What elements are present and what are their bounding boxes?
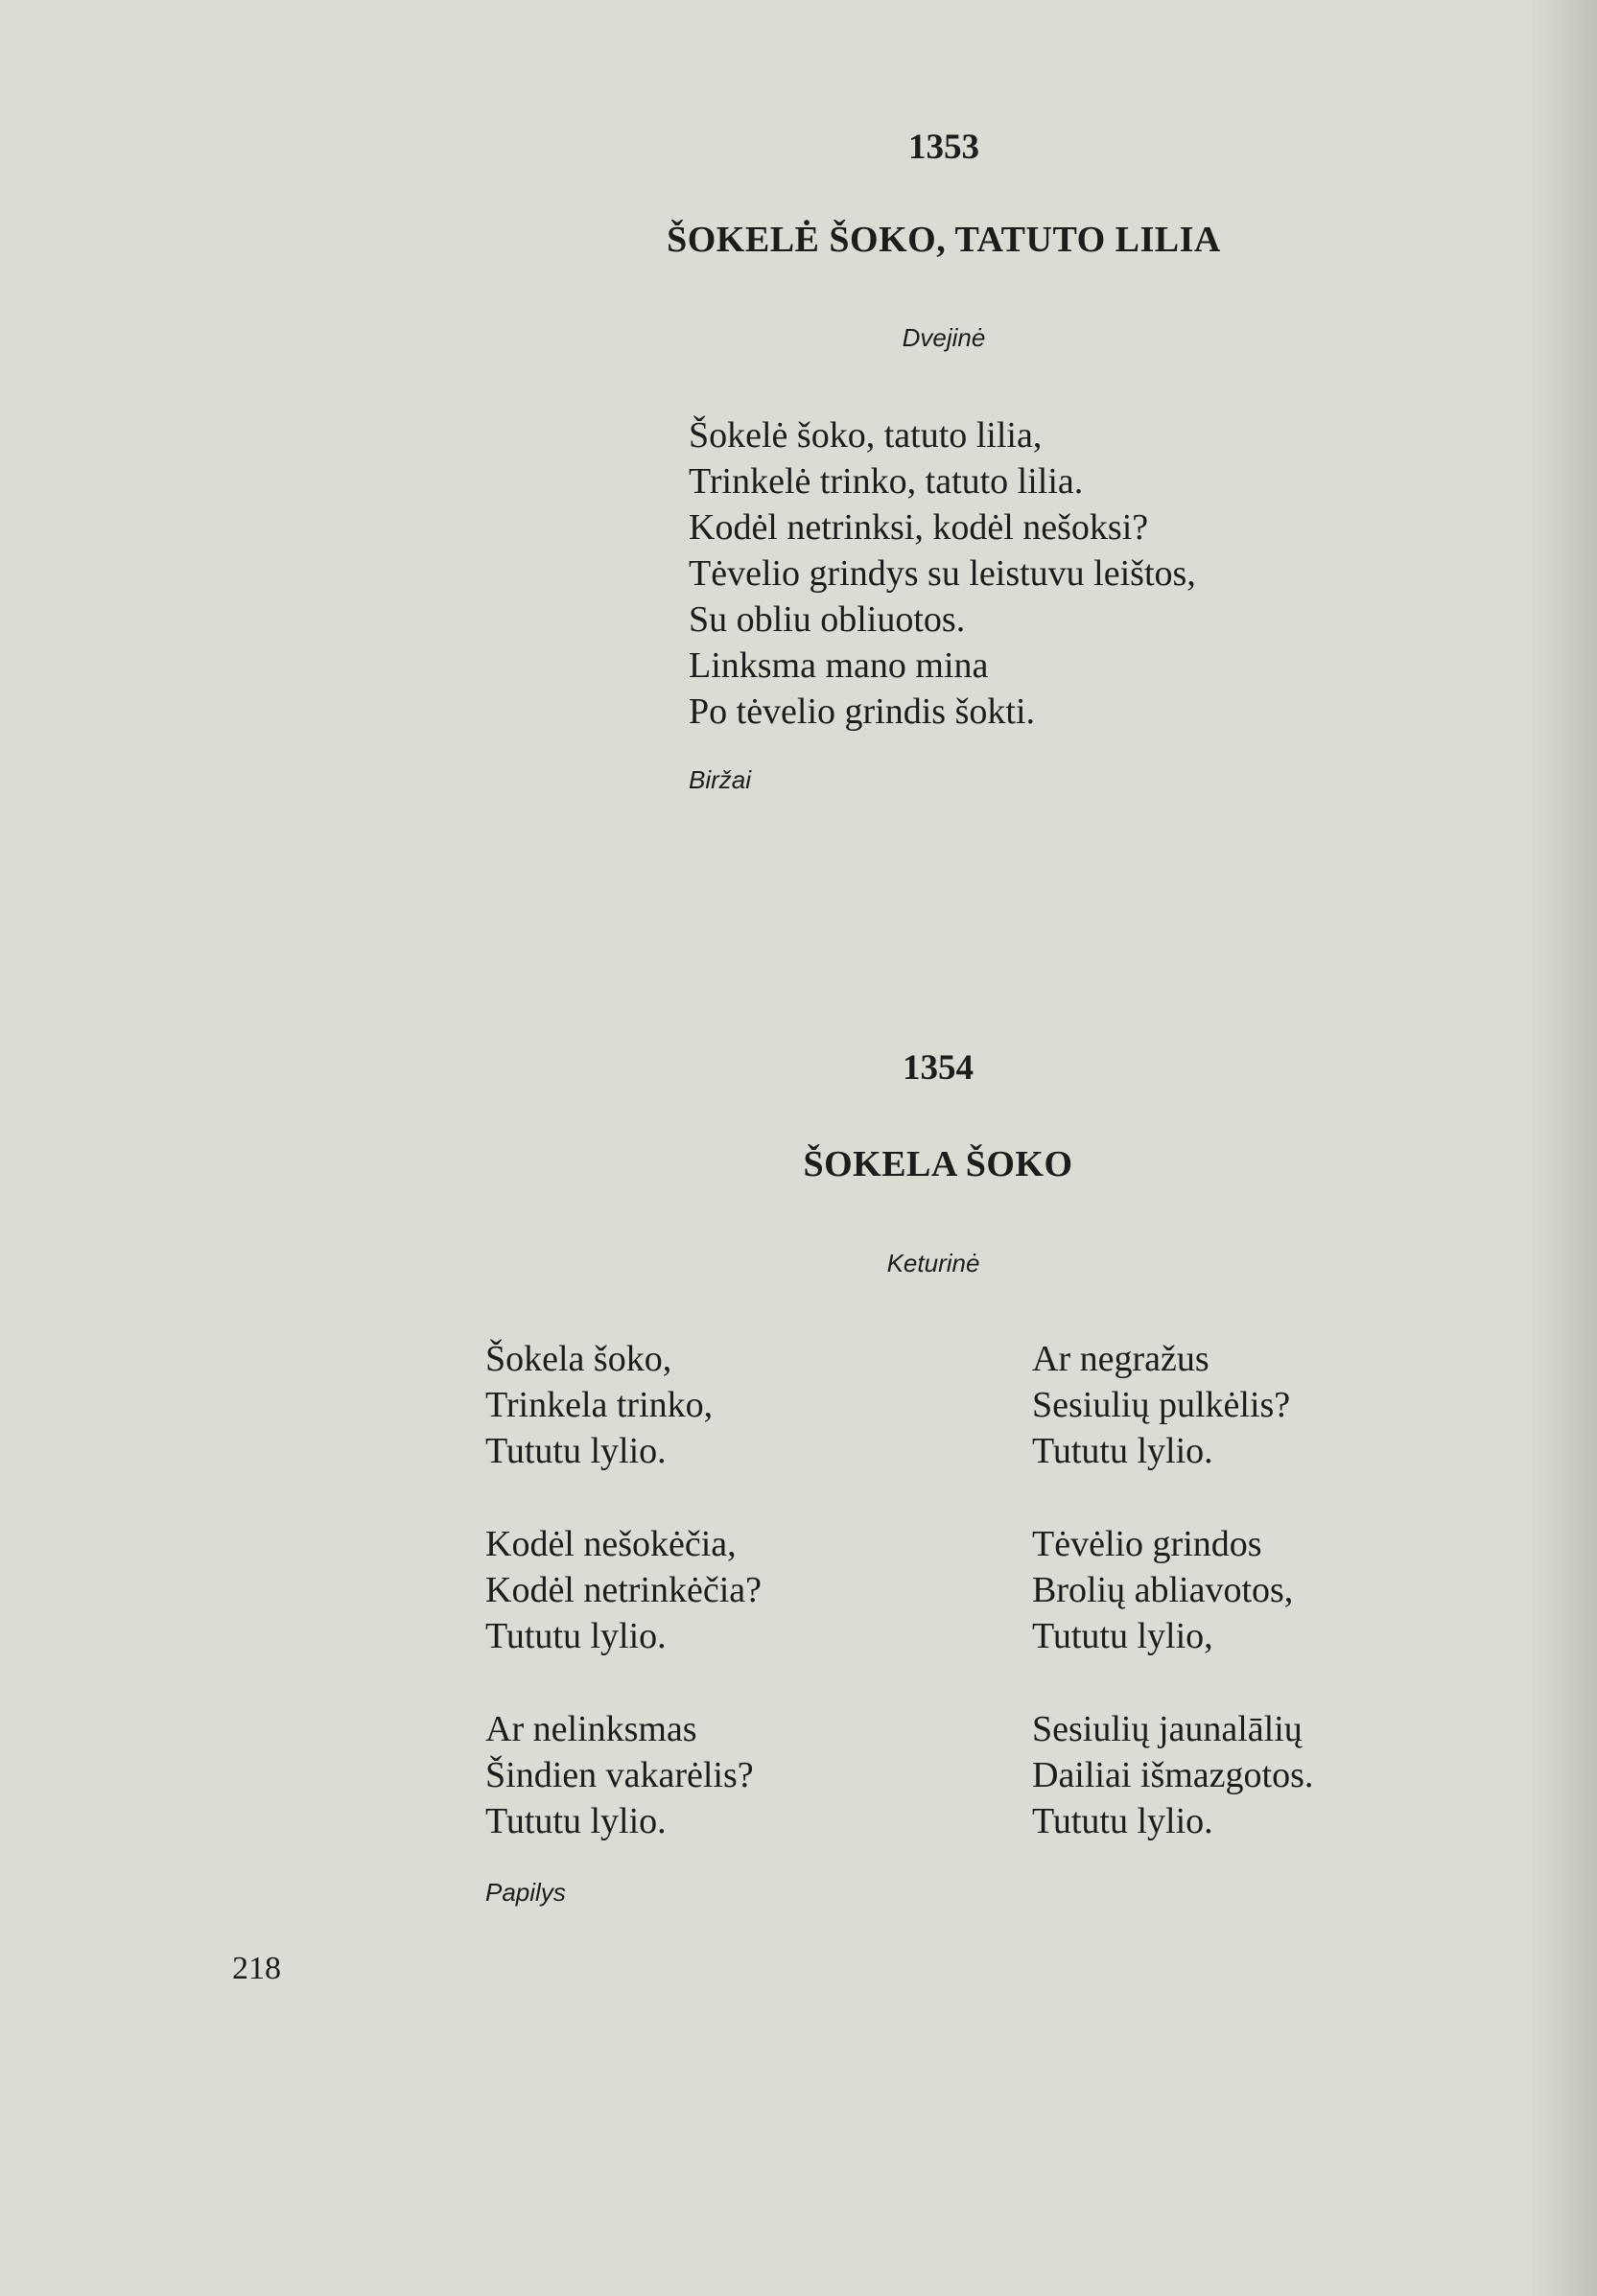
verse-column-right [1032,1336,1313,1891]
song-number: 1353 [908,128,979,167]
stanza [485,1336,762,1474]
verse-line: Kodėl nešokėčia, [485,1524,737,1564]
verse-line: Tututu lylio, [1032,1616,1213,1656]
verse-line: Tėvėlio grindos [1032,1524,1262,1564]
verse-line: Sesiulių pulkėlis? [1032,1385,1291,1425]
stanza [485,1706,762,1844]
song-title: ŠOKELA ŠOKO [803,1144,1073,1184]
verse-line: Tututu lylio. [1032,1431,1213,1471]
stanza [485,1521,762,1659]
song-genre: Keturinė [886,1249,980,1277]
verse-column-left [485,1336,762,1891]
verse-line: Šokela šoko, [485,1339,672,1379]
page-number: 218 [232,1951,281,1986]
verse-line: Linksma mano mina [689,645,989,686]
verse-line: Tėvelio grindys su leistuvu leištos, [689,553,1196,594]
verse-line: Tututu lylio. [485,1616,667,1656]
song-verse [689,412,1196,735]
song-genre: Dvejinė [902,323,986,352]
verse-line: Tututu lylio. [485,1431,667,1471]
verse-line: Dailiai išmazgotos. [1032,1755,1314,1795]
verse-line: Kodėl netrinkėčia? [485,1570,763,1610]
verse-line: Šindien vakarėlis? [485,1755,754,1795]
verse-line: Trinkela trinko, [485,1385,714,1425]
page-edge-shadow [1530,0,1597,2296]
verse-line: Tututu lylio. [1032,1801,1213,1841]
verse-line: Tututu lylio. [485,1801,667,1841]
verse-line: Sesiulių jaunalālių [1032,1709,1303,1749]
verse-line: Ar nelinksmas [485,1709,697,1749]
verse-line: Po tėvelio grindis šokti. [689,691,1035,732]
verse-line: Su obliu obliuotos. [689,599,966,640]
song-number: 1354 [903,1048,974,1088]
song-place: Biržai [689,765,752,794]
verse-line: Ar negražus [1032,1339,1209,1379]
verse-line: Brolių abliavotos, [1032,1570,1294,1610]
song-title: ŠOKELĖ ŠOKO, TATUTO LILIA [667,220,1221,260]
stanza [1032,1336,1313,1474]
verse-line: Trinkelė trinko, tatuto lilia. [689,461,1084,502]
verse-line: Kodėl netrinksi, kodėl nešoksi? [689,507,1149,548]
stanza [1032,1706,1313,1844]
verse-line: Šokelė šoko, tatuto lilia, [689,415,1043,456]
song-place: Papilys [485,1878,566,1907]
stanza [1032,1521,1313,1659]
